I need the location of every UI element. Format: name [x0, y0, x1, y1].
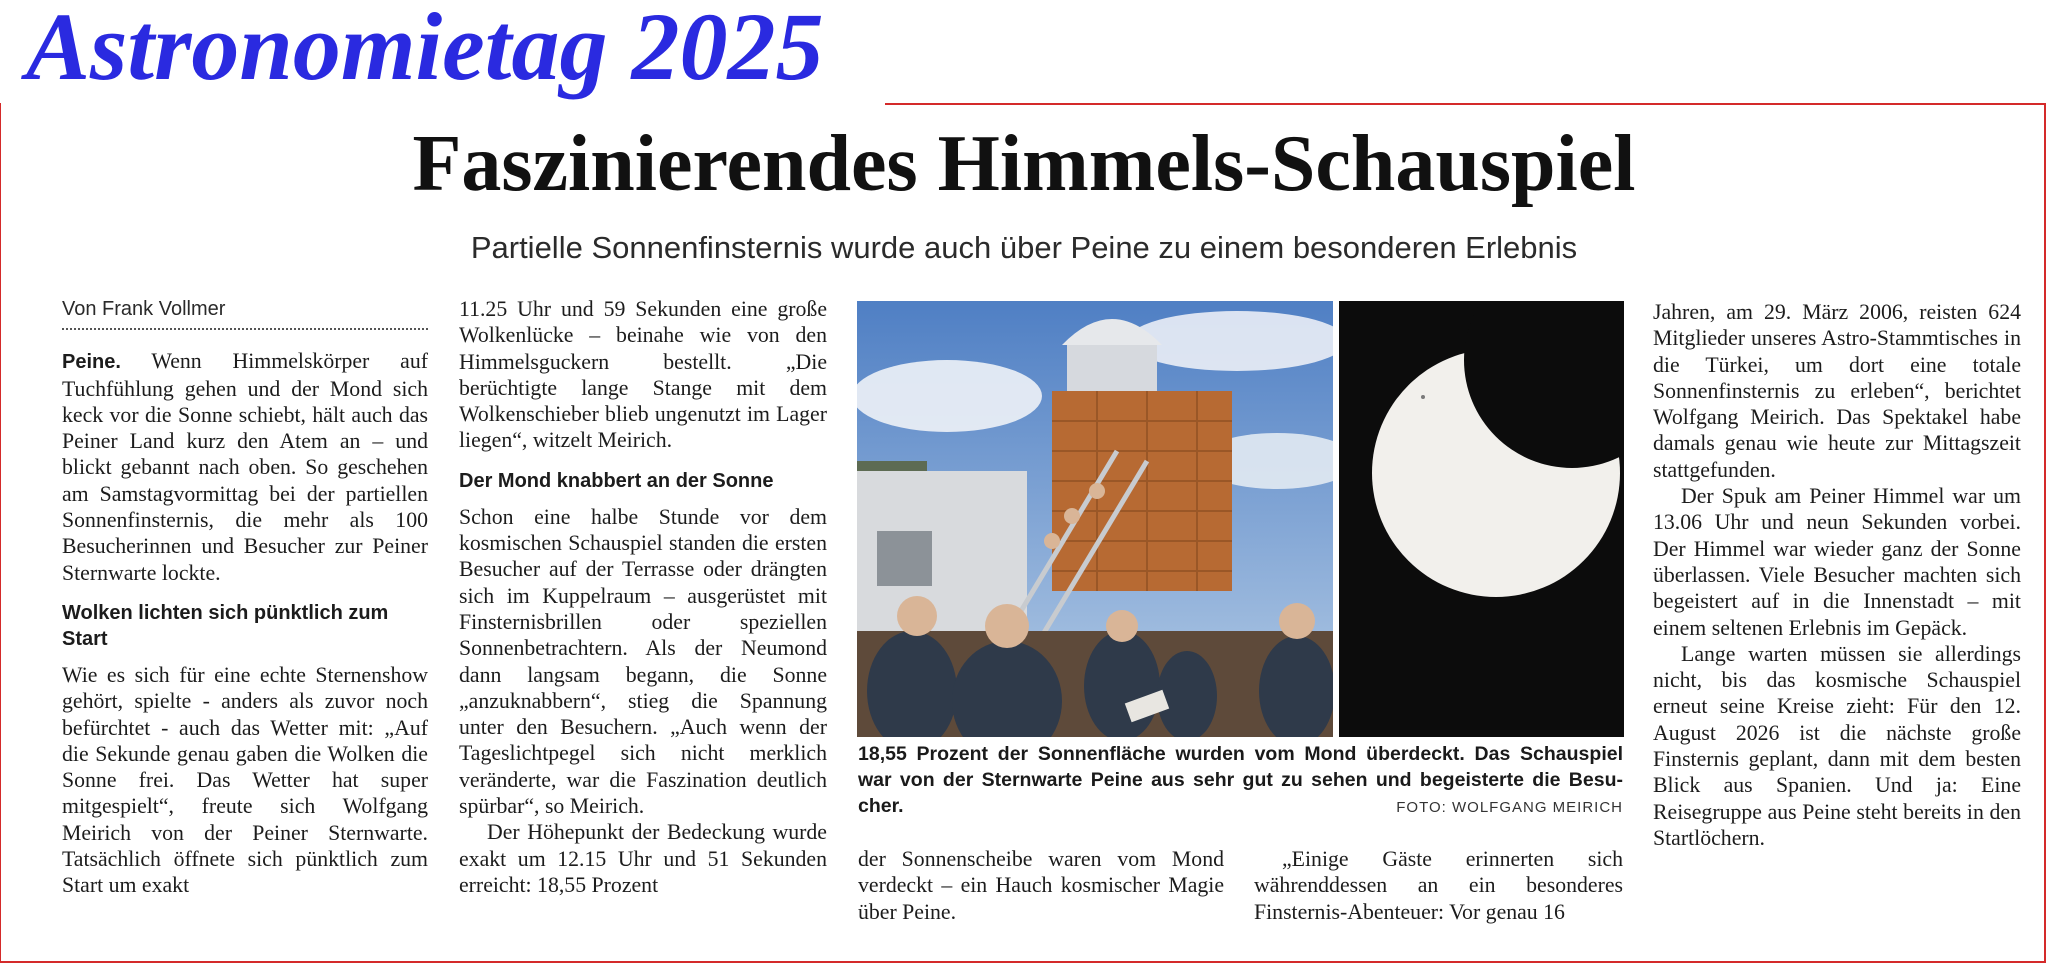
paragraph: Wie es sich für eine echte Sternenshow gehört, spielte - anders als zuvor noch befürchtet - auch das Wetter mit: „Auf die Sekunde genau gaben die Wolken die Sonne frei. Das Wetter hat super mitgespielt“, freute sich Wolfgang Meirich von der Peiner Sternwarte. Tatsächlich öffnete sich pünktlich zum Start um exakt	[62, 662, 428, 898]
headline: Faszinierendes Himmels-Schauspiel	[412, 120, 1636, 208]
banner-title: Astronomietag 2025	[26, 0, 824, 100]
paragraph: Der Höhepunkt der Bedeckung wurde exakt um 12.15 Uhr und 51 Sekunden erreicht: 18,55 Prozent	[459, 820, 827, 897]
paragraph	[62, 348, 428, 586]
paragraph: Schon eine halbe Stunde vor dem kosmischen Schauspiel standen die ersten Besucher auf der Terrasse oder drängten sich im Kuppelraum – ausgerüstet mit Finsternisbrillen oder speziellen Sonnenbetrachtern. Als der Neumond dann langsam begann, die Sonne „anzuknabbern“, stieg die Spannung unter den Besuchern. „Auch wenn der Tageslichtpegel sich nicht merklich veränderte, war die Faszination deutlich spürbar“, so Meirich.	[459, 504, 827, 819]
paragraph: Jahren, am 29. März 2006, reisten 624 Mitglieder unseres Astro-Stammtisches in die Türkei, um dort eine totale Sonnenfinsternis zu erleben“, berichtet Wolfgang Meirich. Das Spektakel habe damals genau wie heute zur Mittagszeit stattgefunden.	[1653, 300, 2021, 482]
article-column-3-bottom-right	[1254, 846, 1623, 925]
author-byline: Von Frank Vollmer	[62, 296, 428, 330]
paragraph-text: Wenn Himmelskörper auf Tuchfühlung gehen und der Mond sich keck vor die Sonne schiebt, hält auch das Peiner Land kurz den Atem an – und blickt gebannt nach oben. So geschehen am Samstagvormittag bei der partiellen Sonnenfinsternis, die mehr als 100 Besucherinnen und Besucher zur Peiner Sternwarte lockte.	[62, 349, 428, 585]
paragraph: 11.25 Uhr und 59 Sekunden eine große Wolkenlücke – beinahe wie von den Himmelsguckern bestellt. „Die berüchtigte lange Stange mit dem Wolkenschieber blieb ungenutzt im Lager liegen“, witzelt Meirich.	[459, 297, 827, 453]
paragraph: Der Spuk am Peiner Himmel war um 13.06 Uhr und neun Sekunden vorbei. Der Himmel war wieder ganz der Sonne überlassen. Viele Besucher machten sich begeistert auf in die Innenstadt – mit einem seltenen Erlebnis im Gepäck.	[1653, 484, 2021, 640]
observatory-photo	[857, 301, 1333, 737]
article-column-4	[1653, 299, 2021, 851]
photo-credit: FOTO: WOLFGANG MEIRICH	[1396, 799, 1623, 816]
eclipse-crescent-illustration	[1339, 301, 1624, 737]
photo-caption: 18,55 Prozent der Sonnenfläche wurden vom Mond überdeckt. Das Schauspiel war von der Sternwarte Peine aus sehr gut zu sehen und begeisterte die Besucher.	[858, 743, 1623, 817]
section-heading: Wolken lichten sich pünktlich zum Start	[62, 601, 389, 650]
article-frame-top	[885, 103, 2046, 105]
article-column-2	[459, 296, 827, 898]
dateline: Peine.	[62, 351, 121, 374]
paragraph: Lange warten müssen sie allerdings nicht, bis das kosmische Schauspiel erneut seine Kreise zieht: Für den 12. August 2026 ist die nächste große Finsternis geplant, dann mit dem besten Blick aus Spanien. Und ja: Eine Reisegruppe aus Peine steht bereits in den Startlöchern.	[1653, 641, 2021, 850]
paragraph: der Sonnenscheibe waren vom Mond verdeckt – ein Hauch kosmischer Magie über Peine.	[858, 847, 1224, 924]
paragraph: „Einige Gäste erinnerten sich währenddessen an ein besonderes Finsternis-Abenteuer: Vor genau 16	[1254, 847, 1623, 924]
partial-eclipse-photo	[1339, 301, 1624, 737]
article-column-1	[62, 296, 428, 899]
subheadline: Partielle Sonnenfinsternis wurde auch über Peine zu einem besonderen Erlebnis	[470, 230, 1578, 265]
section-heading: Der Mond knabbert an der Sonne	[459, 469, 774, 492]
observatory-photo-illustration	[857, 301, 1333, 737]
article-column-3-bottom	[858, 846, 1224, 925]
